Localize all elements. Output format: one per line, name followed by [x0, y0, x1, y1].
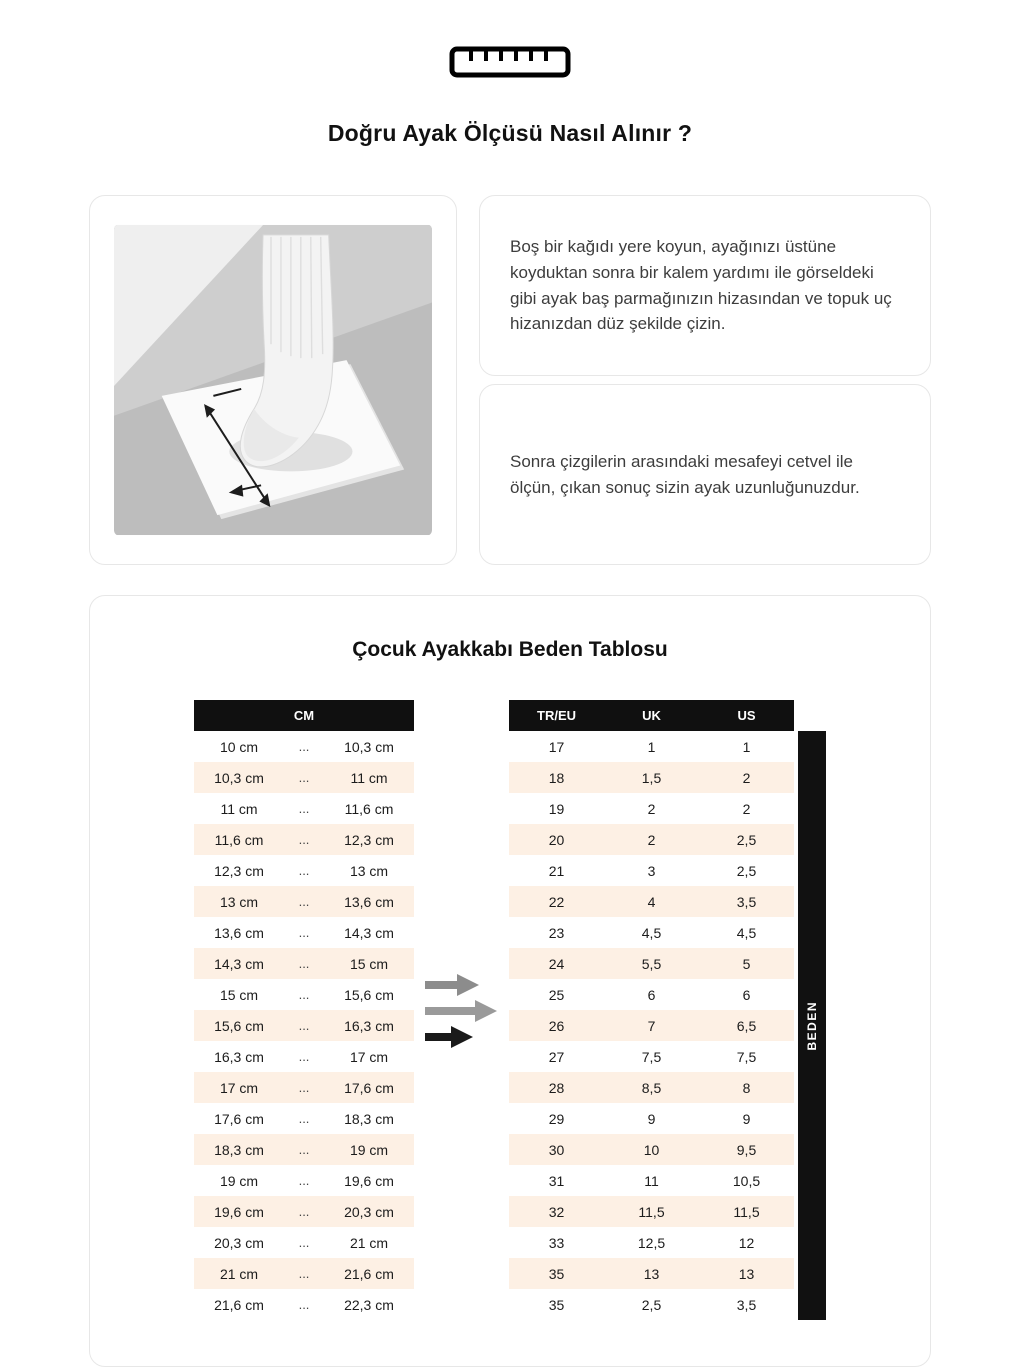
table-cell: 26 [548, 1017, 565, 1034]
table-cell: ... [298, 1266, 310, 1281]
table-cell: 18,3 cm [344, 1110, 394, 1127]
table-cell: 21,6 cm [214, 1296, 264, 1313]
table-row [509, 793, 794, 824]
beden-side-label: BEDEN [805, 1000, 819, 1051]
table-cell: 19,6 cm [344, 1172, 394, 1189]
table-cell: ... [298, 1111, 310, 1126]
table-cell: 21 cm [219, 1265, 259, 1282]
table-cell: ... [298, 770, 310, 785]
table-row [194, 1289, 414, 1320]
table-cell: 11,6 cm [344, 800, 394, 817]
table-cell: ... [298, 1297, 310, 1312]
table-cell: ... [298, 987, 310, 1002]
table-cell: 6 [647, 986, 656, 1003]
arrows-icon [419, 971, 505, 1049]
table-cell: 11 [644, 1172, 659, 1189]
table-cell: 19 [548, 800, 565, 817]
table-row [194, 731, 414, 762]
table-cell: 12 [738, 1234, 755, 1251]
table-cell: ... [298, 863, 310, 878]
table-cell: ... [298, 1204, 310, 1219]
table-cell: 11,6 cm [214, 831, 264, 848]
table-cell: 6,5 [736, 1017, 757, 1034]
table-cell: ... [298, 801, 310, 816]
table-row [194, 855, 414, 886]
table-cell: 12,5 [637, 1234, 666, 1251]
table-row [194, 1134, 414, 1165]
instruction-cards [479, 195, 931, 565]
col-header-uk: UK [604, 700, 699, 731]
table-cell: 1,5 [641, 769, 662, 786]
table-cell: 32 [548, 1203, 565, 1220]
table-cell: 11,5 [638, 1203, 665, 1220]
table-row [194, 1165, 414, 1196]
table-row [194, 948, 414, 979]
table-cell: 10,3 cm [344, 738, 394, 755]
cm-table-header: CM [194, 700, 414, 731]
size-table-title: Çocuk Ayakkabı Beden Tablosu [352, 638, 668, 661]
table-cell: 20,3 cm [344, 1203, 394, 1220]
table-cell: 15,6 cm [214, 1017, 264, 1034]
ruler-icon-wrap [89, 46, 931, 78]
table-cell: 2 [742, 800, 751, 817]
table-row [194, 824, 414, 855]
table-cell: 4,5 [736, 924, 757, 941]
table-cell: 13 [643, 1265, 660, 1282]
table-row [194, 1010, 414, 1041]
table-cell: 14,3 cm [214, 955, 264, 972]
beden-side-bar [798, 731, 826, 1320]
table-cell: 16,3 cm [344, 1017, 394, 1034]
table-cell: 11 cm [350, 769, 388, 786]
table-cell: 10,3 cm [214, 769, 264, 786]
instruction-card-1 [479, 195, 931, 376]
table-cell: 13 cm [219, 893, 259, 910]
instruction-card-2 [479, 384, 931, 565]
table-cell: ... [298, 1018, 310, 1033]
table-row [509, 948, 794, 979]
table-row [509, 1103, 794, 1134]
table-cell: 25 [548, 986, 565, 1003]
table-cell: 2,5 [641, 1296, 662, 1313]
table-cell: 19 cm [219, 1172, 259, 1189]
table-cell: 27 [548, 1048, 565, 1065]
table-cell: 3,5 [736, 1296, 757, 1313]
table-cell: ... [298, 956, 310, 971]
table-cell: 12,3 cm [344, 831, 394, 848]
table-cell: 7 [647, 1017, 656, 1034]
table-cell: 31 [548, 1172, 565, 1189]
table-row [509, 824, 794, 855]
table-row [509, 886, 794, 917]
table-row [509, 1289, 794, 1320]
instruction-text-2: Sonra çizgilerin arasındaki mesafeyi cetvel ile ölçün, çıkan sonuç sizin ayak uzunluğunuzdur. [510, 451, 860, 497]
table-cell: 1 [742, 738, 751, 755]
table-row [509, 979, 794, 1010]
table-cell: ... [298, 925, 310, 940]
table-row [509, 1227, 794, 1258]
table-cell: ... [298, 739, 310, 754]
international-size-table [509, 700, 794, 1320]
table-cell: 4 [647, 893, 656, 910]
table-cell: 17 cm [219, 1079, 259, 1096]
table-row [509, 1041, 794, 1072]
table-cell: 23 [548, 924, 565, 941]
table-cell: 2,5 [736, 862, 757, 879]
table-cell: 21 [548, 862, 565, 879]
table-cell: 3,5 [736, 893, 757, 910]
table-cell: 14,3 cm [344, 924, 394, 941]
table-cell: 19 cm [349, 1141, 389, 1158]
table-cell: ... [298, 1142, 310, 1157]
conversion-arrows [414, 700, 509, 1320]
table-cell: 15,6 cm [344, 986, 394, 1003]
table-cell: 15 cm [349, 955, 389, 972]
table-cell: 10 cm [219, 738, 259, 755]
table-cell: 6 [742, 986, 751, 1003]
table-cell: 9,5 [736, 1141, 757, 1158]
table-row [194, 1227, 414, 1258]
table-cell: 13,6 cm [214, 924, 264, 941]
table-row [509, 917, 794, 948]
table-cell: 13,6 cm [344, 893, 394, 910]
cm-table [194, 700, 414, 1320]
table-cell: 21 cm [349, 1234, 389, 1251]
table-cell: 17 cm [349, 1048, 389, 1065]
table-cell: ... [298, 1049, 310, 1064]
table-cell: ... [298, 1235, 310, 1250]
table-cell: 2 [647, 800, 656, 817]
table-cell: 8,5 [641, 1079, 662, 1096]
table-cell: 7,5 [736, 1048, 757, 1065]
table-cell: 2 [647, 831, 656, 848]
table-row [194, 1041, 414, 1072]
table-cell: 20,3 cm [214, 1234, 264, 1251]
table-cell: 11 cm [220, 800, 258, 817]
table-row [194, 1072, 414, 1103]
table-cell: 35 [548, 1296, 565, 1313]
table-cell: 33 [548, 1234, 565, 1251]
size-table-header-row [509, 700, 794, 731]
table-cell: 9 [647, 1110, 656, 1127]
table-cell: 15 cm [219, 986, 259, 1003]
table-row [509, 1165, 794, 1196]
table-cell: 17,6 cm [344, 1079, 394, 1096]
table-row [509, 762, 794, 793]
table-cell: 21,6 cm [344, 1265, 394, 1282]
table-cell: 12,3 cm [214, 862, 264, 879]
table-cell: 4,5 [641, 924, 662, 941]
table-cell: ... [298, 894, 310, 909]
table-row [194, 979, 414, 1010]
table-cell: 13 cm [349, 862, 389, 879]
size-tables-row [90, 700, 930, 1320]
table-cell: 35 [548, 1265, 565, 1282]
table-cell: 5,5 [641, 955, 662, 972]
table-cell: 10,5 [732, 1172, 761, 1189]
table-cell: 16,3 cm [214, 1048, 264, 1065]
table-cell: 22,3 cm [344, 1296, 394, 1313]
ruler-icon [449, 46, 571, 78]
table-cell: 17 [548, 738, 565, 755]
table-cell: 17,6 cm [214, 1110, 264, 1127]
table-row [509, 1196, 794, 1227]
table-cell: 20 [548, 831, 565, 848]
table-cell: 3 [647, 862, 656, 879]
table-cell: 1 [647, 738, 656, 755]
page-title: Doğru Ayak Ölçüsü Nasıl Alınır ? [327, 120, 693, 146]
foot-measure-photo [114, 224, 432, 536]
foot-measure-image-card [89, 195, 457, 565]
cm-table-header-row [194, 700, 414, 731]
col-header-us: US [699, 700, 794, 731]
table-cell: 18 [548, 769, 565, 786]
table-row [194, 1258, 414, 1289]
table-cell: ... [298, 832, 310, 847]
table-row [194, 886, 414, 917]
instructions-section [89, 195, 931, 565]
table-row [194, 1103, 414, 1134]
table-cell: 19,6 cm [214, 1203, 264, 1220]
table-row [509, 1134, 794, 1165]
table-row [509, 731, 794, 762]
table-cell: 11,5 [733, 1203, 760, 1220]
table-cell: 2 [742, 769, 751, 786]
table-cell: 29 [548, 1110, 565, 1127]
table-cell: 5 [742, 955, 751, 972]
table-cell: 7,5 [641, 1048, 662, 1065]
table-cell: 13 [738, 1265, 755, 1282]
table-cell: 2,5 [736, 831, 757, 848]
table-cell: 30 [548, 1141, 565, 1158]
table-cell: ... [298, 1080, 310, 1095]
table-cell: 22 [548, 893, 565, 910]
table-cell: 18,3 cm [214, 1141, 264, 1158]
instruction-text-1: Boş bir kağıdı yere koyun, ayağınızı üstüne koyduktan sonra bir kalem yardımı ile görseldeki gibi ayak baş parmağınızın hizasından ve topuk uç hizanızdan düz şekilde çizin. [510, 236, 892, 334]
table-row [194, 917, 414, 948]
table-row [509, 1258, 794, 1289]
size-table-card [89, 595, 931, 1367]
table-cell: 28 [548, 1079, 565, 1096]
table-row [509, 1072, 794, 1103]
table-row [194, 762, 414, 793]
table-cell: 9 [742, 1110, 751, 1127]
col-header-tr-eu: TR/EU [509, 700, 604, 731]
table-cell: 24 [548, 955, 565, 972]
table-row [509, 855, 794, 886]
table-cell: 10 [643, 1141, 660, 1158]
table-row [194, 793, 414, 824]
size-guide-page [89, 0, 931, 1367]
table-row [509, 1010, 794, 1041]
table-row [194, 1196, 414, 1227]
table-cell: 8 [742, 1079, 751, 1096]
table-cell: ... [298, 1173, 310, 1188]
